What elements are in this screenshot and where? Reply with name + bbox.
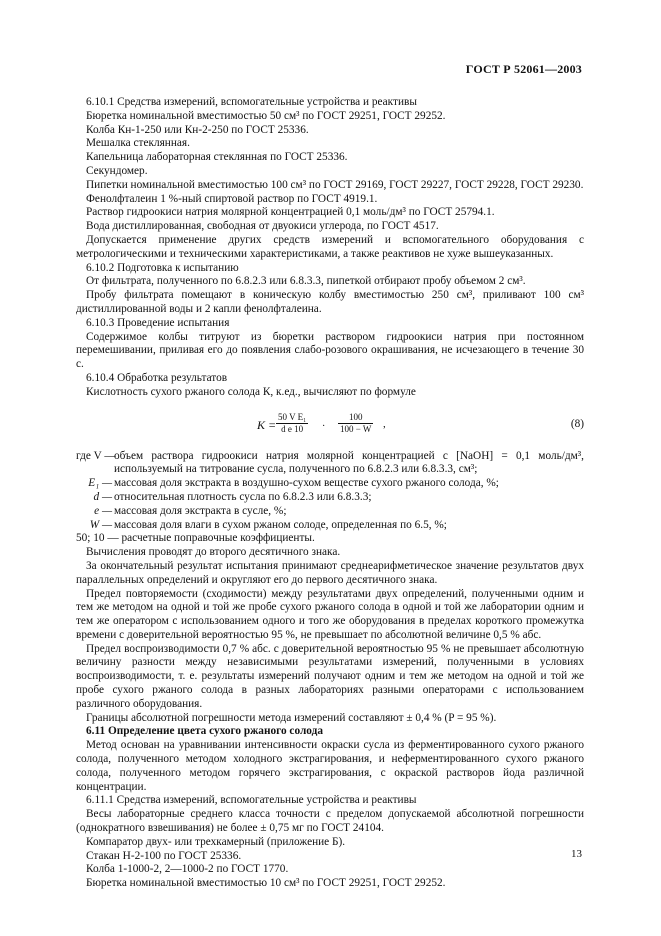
definition-text: массовая доля экстракта в сусле, %; <box>114 504 287 517</box>
section-title: 6.10.3 Проведение испытания <box>86 316 230 329</box>
formula-fraction-1 <box>276 412 308 435</box>
definition-symbol: e — <box>94 504 112 517</box>
formula-dot: · <box>322 420 326 432</box>
definition-item <box>76 519 584 533</box>
formula-denominator: 100 − W <box>340 423 372 434</box>
formula-denominator: d e 10 <box>281 423 304 434</box>
definition-text: массовая доля экстракта в воздушно-сухом веществе сухого ржаного солода, %; <box>114 477 499 490</box>
text-line: Колба 1-1000-2, 2—1000-2 по ГОСТ 1770. <box>86 863 289 876</box>
text-line: Капельница лабораторная стеклянная по ГОСТ 25336. <box>86 151 348 164</box>
formula-numerator: 100 <box>338 412 373 424</box>
text-line: Бюретка номинальной вместимостью 10 см³ по ГОСТ 29251, ГОСТ 29252. <box>86 877 446 890</box>
formula-number: (8) <box>570 417 584 430</box>
text-line: Допускается применение других средств измерений и вспомогательного оборудования с метрологическими и техническими характеристиками, а также реактивов не хуже вышеуказанных. <box>76 233 584 260</box>
text-line: Бюретка номинальной вместимостью 50 см³ по ГОСТ 29251, ГОСТ 29252. <box>86 109 446 122</box>
text-line: Колба Кн-1-250 или Кн-2-250 по ГОСТ 25336. <box>86 123 309 136</box>
text-line: Стакан Н-2-100 по ГОСТ 25336. <box>86 849 242 862</box>
text-line: Вода дистиллированная, свободная от двуокиси углерода, по ГОСТ 4517. <box>86 220 439 233</box>
formula-lhs: K = <box>257 417 277 432</box>
section-title: 6.11.1 Средства измерений, вспомогательные устройства и реактивы <box>86 794 417 807</box>
text-line: Вычисления проводят до второго десятичного знака. <box>86 546 341 559</box>
paragraph: За окончательный результат испытания принимают среднеарифметическое значение результатов двух параллельных определений и округляют его до первого десятичного знака. <box>76 559 584 586</box>
text-line: Фенолфталеин 1 %-ный спиртовой раствор по ГОСТ 4919.1. <box>86 192 378 205</box>
section-heading: 6.11 Определение цвета сухого ржаного солода <box>86 725 323 738</box>
definition-symbol: E₁ — <box>88 477 112 490</box>
definition-symbol: d — <box>93 490 112 503</box>
definition-item <box>76 450 584 478</box>
text-line: Компаратор двух- или трехкамерный (приложение Б). <box>86 835 346 848</box>
text-line: Раствор гидроокиси натрия молярной концентрацией 0,1 моль/дм³ по ГОСТ 25794.1. <box>86 206 495 219</box>
definition-text: массовая доля влаги в сухом ржаном солоде, определенная по 6.5, %; <box>114 518 447 531</box>
text-line: Мешалка стеклянная. <box>86 137 190 150</box>
text-line: Пробу фильтрата помещают в коническую колбу вместимостью 250 см³, приливают 100 см³ дистиллированной воды и 2 капли фенолфталеина. <box>76 289 584 315</box>
formula-fraction-2 <box>338 412 373 435</box>
definition-item <box>76 477 584 491</box>
paragraph: Предел повторяемости (сходимости) между результатами двух определений, полученными одним и тем же методом на одной и той же пробе сухого ржаного солода в одной и той же лаборатории одним и тем же оператором с использованием одного и того же оборудования в пределах короткого промежутка времени с доверительной вероятностью 95 %, не превышает по абсолютной величине 0,5 % абс. <box>76 587 584 641</box>
definition-symbol: где V — <box>76 449 116 462</box>
text-line: От фильтрата, полученного по 6.8.2.3 или 6.8.3.3, пипеткой отбирают пробу объемом 2 см³. <box>86 275 526 288</box>
paragraph: Предел воспроизводимости 0,7 % абс. с доверительной вероятностью 95 % не превышает абсолютную величину разности между независимыми результатами измерений, полученными в условиях воспроизводимости, т. е. результаты измерений получают одним и тем же методом на одной и той же пробе сухого ржаного солода в разных лабораториях разными операторами с использованием различного оборудования. <box>76 642 584 710</box>
section-title: 6.10.2 Подготовка к испытанию <box>86 261 239 274</box>
standard-header: ГОСТ Р 52061—2003 <box>465 62 582 76</box>
formula-8 <box>76 406 584 446</box>
section-title: 6.10.1 Средства измерений, вспомогательные устройства и реактивы <box>86 96 417 108</box>
definition-item <box>76 491 584 505</box>
page-content <box>76 96 584 891</box>
definition-item <box>76 505 584 519</box>
definition-text: объем раствора гидроокиси натрия молярной концентрацией c [NaOH] = 0,1 моль/дм³, используемый на титрование сусла, полученного по 6.8.2.3 или 6.8.3.3, см³; <box>114 449 584 476</box>
text-line: Содержимое колбы титруют из бюретки раствором гидроокиси натрия при постоянном перемешивании, приливая его до появления слабо-розового окрашивания, не исчезающего в течение 30 с. <box>76 330 584 371</box>
definition-text: относительная плотность сусла по 6.8.2.3 или 6.8.3.3; <box>114 490 372 503</box>
section-title: 6.10.4 Обработка результатов <box>86 371 228 384</box>
text-line: Пипетки номинальной вместимостью 100 см³ по ГОСТ 29169, ГОСТ 29227, ГОСТ 29228, ГОСТ 29230. <box>86 178 584 191</box>
definition-symbol: W — <box>89 518 112 531</box>
formula-comma: , <box>383 417 386 430</box>
text-line: Границы абсолютной погрешности метода измерений составляют ± 0,4 % (P = 95 %). <box>86 711 497 724</box>
text-line: 50; 10 — расчетные поправочные коэффициенты. <box>76 532 315 545</box>
paragraph: Весы лабораторные среднего класса точности с пределом допускаемой абсолютной погрешности (однократного взвешивания) не более ± 0,75 мг по ГОСТ 24104. <box>76 808 584 835</box>
formula-numerator: 50 V E₁ <box>278 411 307 422</box>
text-line: Кислотность сухого ржаного солода К, к.ед., вычисляют по формуле <box>86 385 416 398</box>
paragraph: Метод основан на уравнивании интенсивности окраски сусла из ферментированного сухого ржаного солода, полученного методом холодного экстрагирования, и неферментированного сухого ржаного солода, полученного методом горячего экстрагирования, с окраской растворов йода различной концентрации. <box>76 739 584 793</box>
text-line: Секундомер. <box>86 164 148 177</box>
page-number: 13 <box>571 848 582 860</box>
